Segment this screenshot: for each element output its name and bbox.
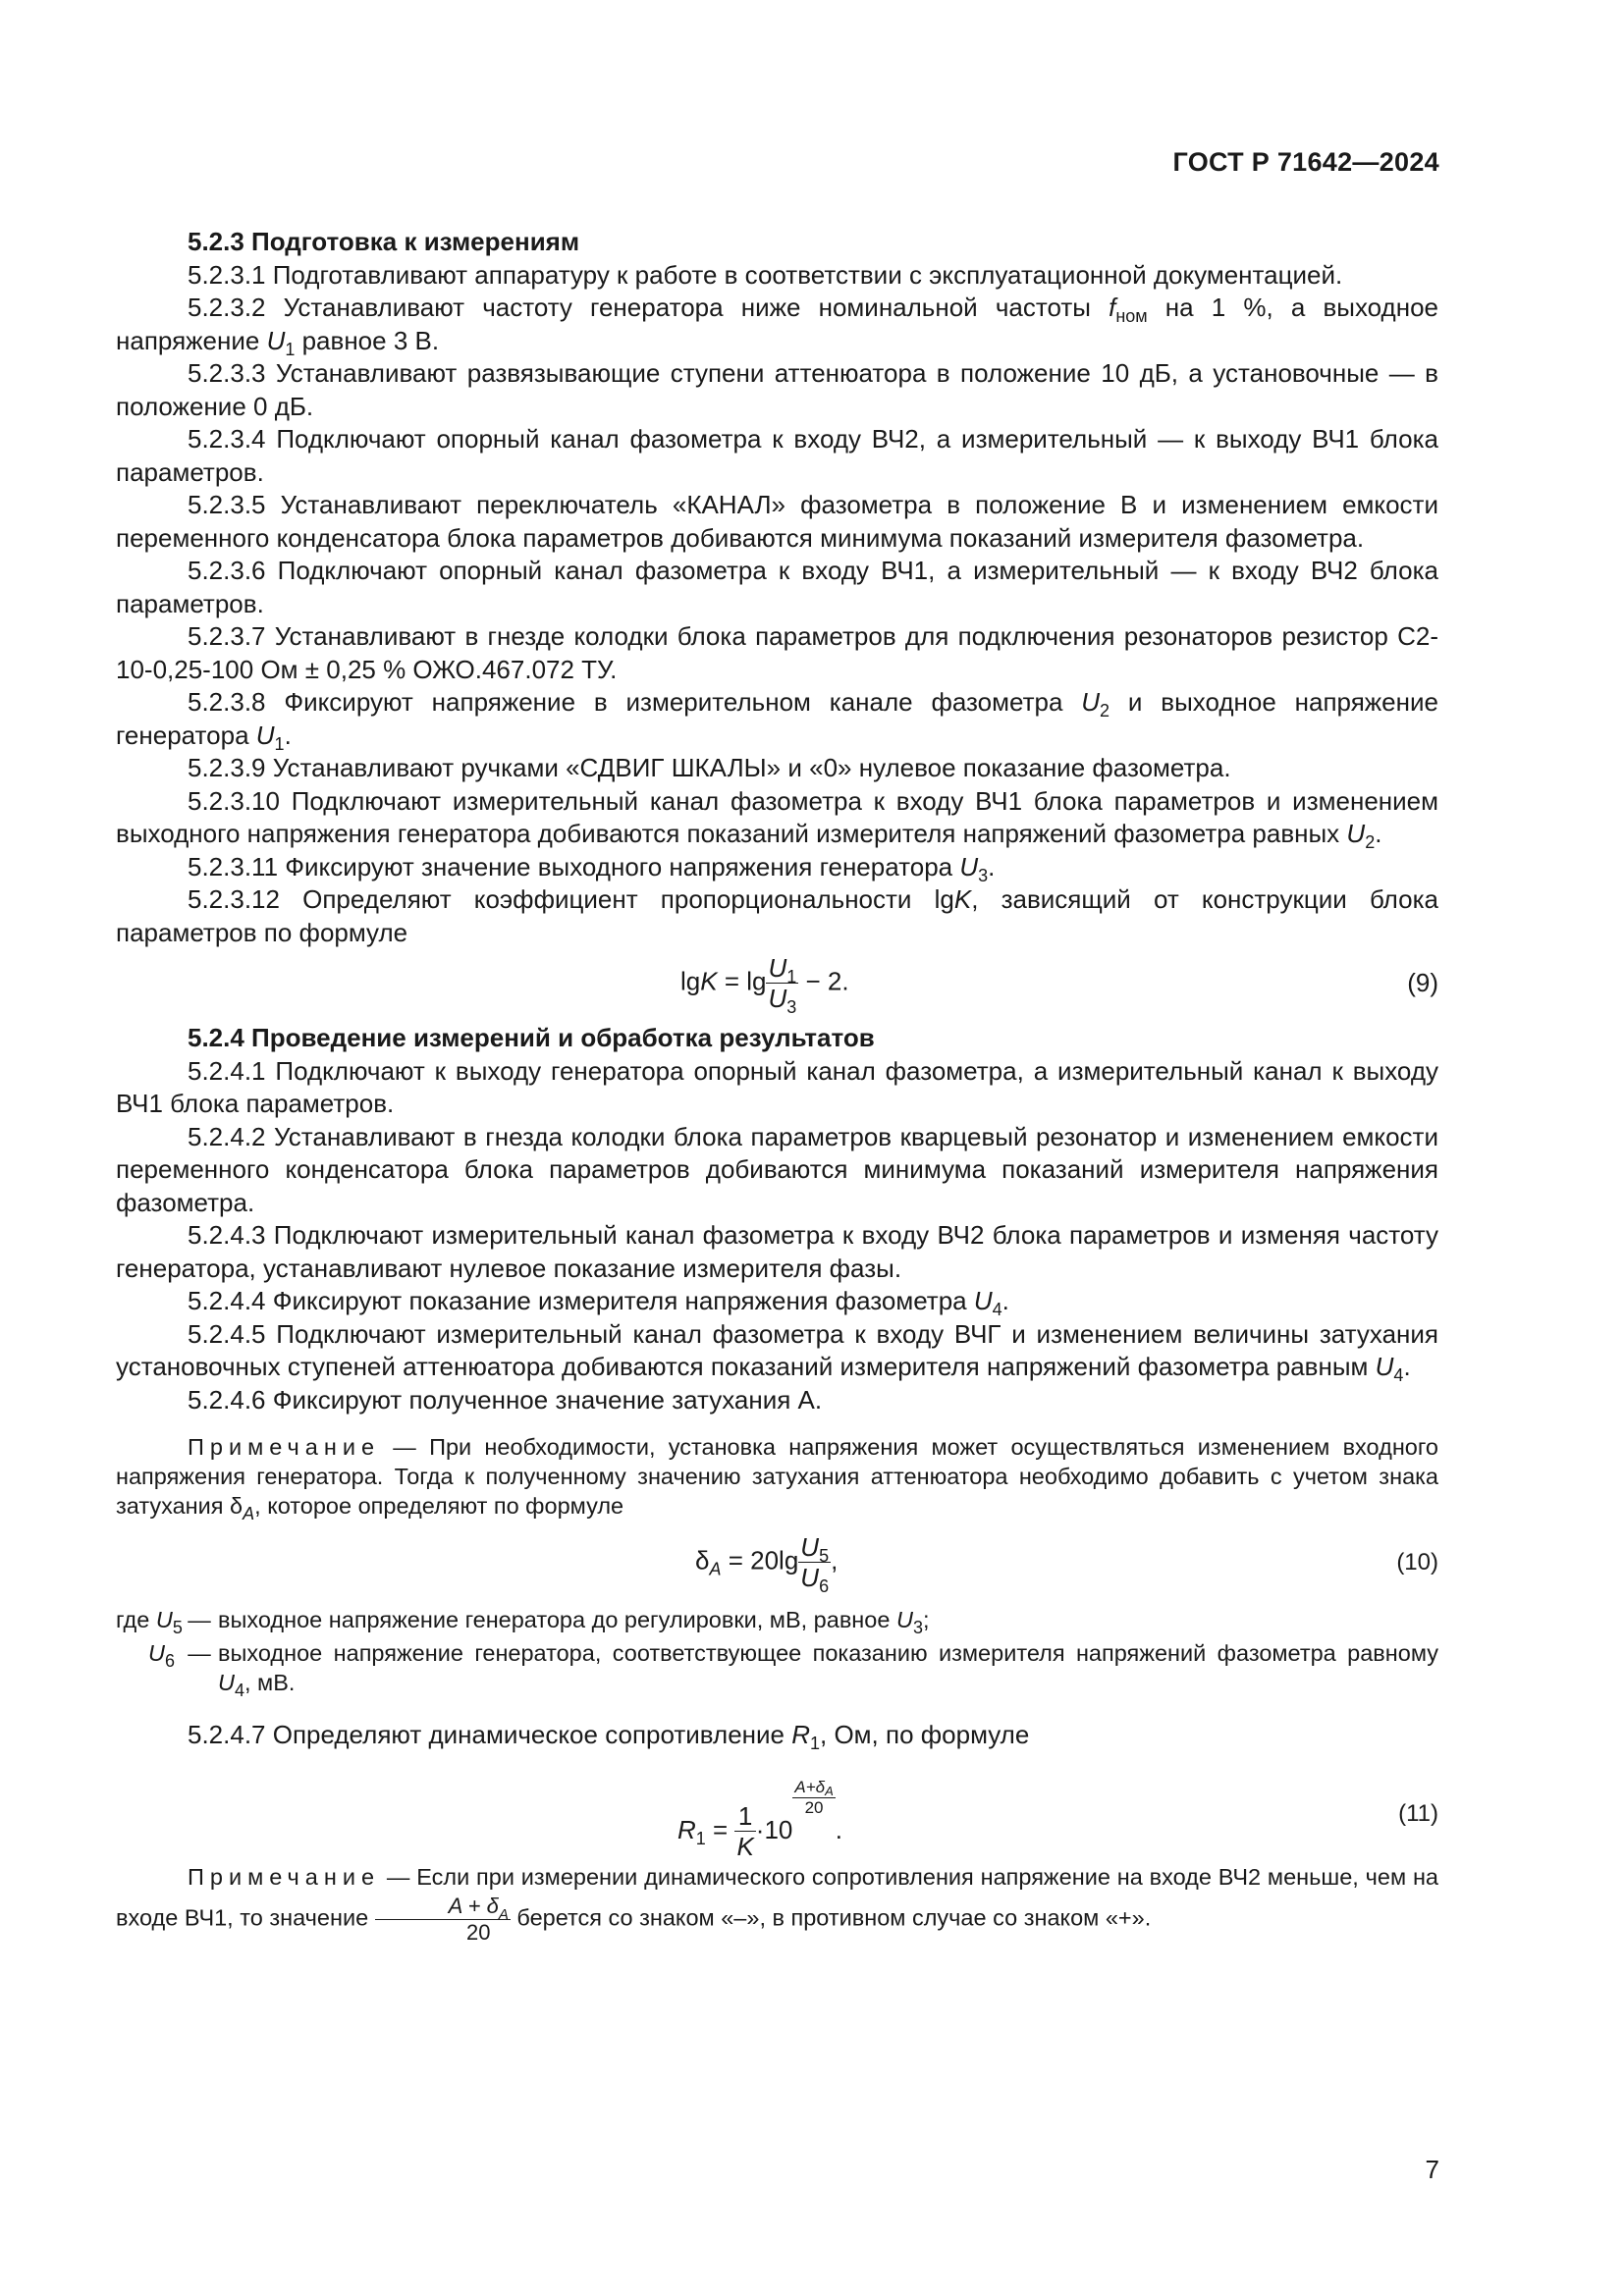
paragraph-5-2-3-2: 5.2.3.2 Устанавливают частоту генератора ниже номинальной частоты $f_{ном}$ на 1 %, а выходное напряжение $U_1$ равное 3 В.: [116, 293, 1438, 359]
note-2: Примечание — Если при измерении динамического сопротивления напряжение на входе ВЧ2 меньше, чем на входе ВЧ1, то значение $\frac{A + \delta_A}{20}$ берется со знаком «–», в противном случае со знаком «+».: [116, 1863, 1438, 1945]
paragraph-5-2-4-6: 5.2.4.6 Фиксируют полученное значение затухания А.: [188, 1384, 823, 1415]
where-item-u5: где $U_5$ — выходное напряжение генератора до регулировки, мВ, равное $U_3$;: [116, 1607, 930, 1637]
note-1: Примечание — При необходимости, установка напряжения может осуществляться изменением входного напряжения генератора. Тогда к полученному значению затухания аттенюатора необходимо добавить с учетом знака затухания $\delta_A$, которое определяют по формуле: [116, 1434, 1438, 1523]
fraction-1-over-k: $\frac{1}{K}$: [736, 1801, 754, 1862]
equation-11: $R_1$ = $\frac{1}{K}$ ·10 $\frac{A+\delta_A}{20}$ . (11): [677, 1777, 1438, 1862]
paragraph-5-2-3-7: 5.2.3.7 Устанавливают в гнезде колодки блока параметров для подключения резонаторов резистор С2-10-0,25-100 Ом ± 0,25 % ОЖО.467.072 ТУ.: [116, 621, 1438, 684]
section-title-5-2-4: 5.2.4 Проведение измерений и обработка результатов: [188, 1023, 875, 1052]
paragraph-5-2-3-8: 5.2.3.8 Фиксируют напряжение в измерительном канале фазометра $U_2$ и выходное напряжение генератора $U_1$.: [116, 687, 1438, 754]
paragraph-5-2-4-1: 5.2.4.1 Подключают к выходу генератора опорный канал фазометра, а измерительный канал к выходу ВЧ1 блока параметров.: [116, 1055, 1438, 1118]
where-item-u6: $U_6$ — выходное напряжение генератора, соответствующее показанию измерителя напряжений фазометра равному $U_4$, мВ.: [148, 1640, 1438, 1700]
paragraph-5-2-3-10: 5.2.3.10 Подключают измерительный канал фазометра к входу ВЧ1 блока параметров и изменением выходного напряжения генератора добиваются показаний измерителя напряжений фазометра равных $U_2$.: [116, 785, 1438, 852]
fraction-u5-over-u6: $\frac{U_5}{U_6}$: [800, 1532, 830, 1596]
paragraph-5-2-4-3: 5.2.4.3 Подключают измерительный канал фазометра к входу ВЧ2 блока параметров и изменяя частоту генератора, устанавливают нулевое показание измерителя фазы.: [116, 1220, 1438, 1283]
paragraph-5-2-4-2: 5.2.4.2 Устанавливают в гнезда колодки блока параметров кварцевый резонатор и изменением емкости переменного конденсатора блока параметров добиваются минимума показаний измерителя напряжения фазометра.: [116, 1121, 1438, 1217]
paragraph-5-2-4-4: 5.2.4.4 Фиксируют показание измерителя напряжения фазометра $U_4$.: [188, 1286, 1009, 1319]
equation-9: lgK = lg $\frac{U_1}{U_3}$ − 2. (9): [680, 953, 1438, 1017]
paragraph-5-2-3-4: 5.2.3.4 Подключают опорный канал фазометра к входу ВЧ2, а измерительный — к выходу ВЧ1 блока параметров.: [116, 424, 1438, 487]
page-number: 7: [1425, 2155, 1439, 2184]
paragraph-5-2-3-12: 5.2.3.12 Определяют коэффициент пропорциональности lgK, зависящий от конструкции блока параметров по формуле: [116, 884, 1438, 947]
where-list: [116, 1605, 1438, 1700]
paragraph-5-2-3-5: 5.2.3.5 Устанавливают переключатель «КАНАЛ» фазометра в положение В и изменением емкости переменного конденсатора блока параметров добиваются минимума показаний измерителя фазометра.: [116, 490, 1438, 553]
fraction-u1-over-u3: $\frac{U_1}{U_3}$: [768, 953, 797, 1017]
paragraph-5-2-3-1: 5.2.3.1 Подготавливают аппаратуру к работе в соответствии с эксплуатационной документацией.: [188, 259, 1343, 290]
paragraph-5-2-3-11: 5.2.3.11 Фиксируют значение выходного напряжения генератора $U_3$.: [188, 851, 996, 885]
document-body: [116, 226, 1438, 1946]
equation-number-10: (10): [1396, 1549, 1438, 1575]
equation-10: $\delta_A = 20\lg$ $\frac{U_5}{U_6}$ , (10): [695, 1532, 1438, 1596]
paragraph-5-2-3-9: 5.2.3.9 Устанавливают ручками «СДВИГ ШКАЛЫ» и «0» нулевое показание фазометра.: [188, 753, 1231, 782]
equation-number-11: (11): [1398, 1799, 1438, 1827]
equation-number-9: (9): [1407, 968, 1438, 997]
section-title-5-2-3: 5.2.3 Подготовка к измерениям: [188, 227, 580, 256]
paragraph-5-2-4-5: 5.2.4.5 Подключают измерительный канал фазометра к входу ВЧГ и изменением величины затухания установочных ступеней аттенюатора добиваются показаний измерителя напряжений фазометра равным $U_4$.: [116, 1318, 1438, 1385]
paragraph-5-2-4-7: 5.2.4.7 Определяют динамическое сопротивление $R_1$, Ом, по формуле: [188, 1720, 1030, 1753]
paragraph-5-2-3-3: 5.2.3.3 Устанавливают развязывающие ступени аттенюатора в положение 10 дБ, а установочные — в положение 0 дБ.: [116, 358, 1438, 421]
fraction-a-delta-over-20: $\frac{A + \delta_A}{20}$: [375, 1894, 511, 1946]
paragraph-5-2-3-6: 5.2.3.6 Подключают опорный канал фазометра к входу ВЧ1, а измерительный — к входу ВЧ2 блока параметров.: [116, 556, 1438, 618]
document-id-header: ГОСТ Р 71642—2024: [1172, 147, 1439, 177]
exponent-fraction: $\frac{A+\delta_A}{20}$: [794, 1777, 834, 1817]
